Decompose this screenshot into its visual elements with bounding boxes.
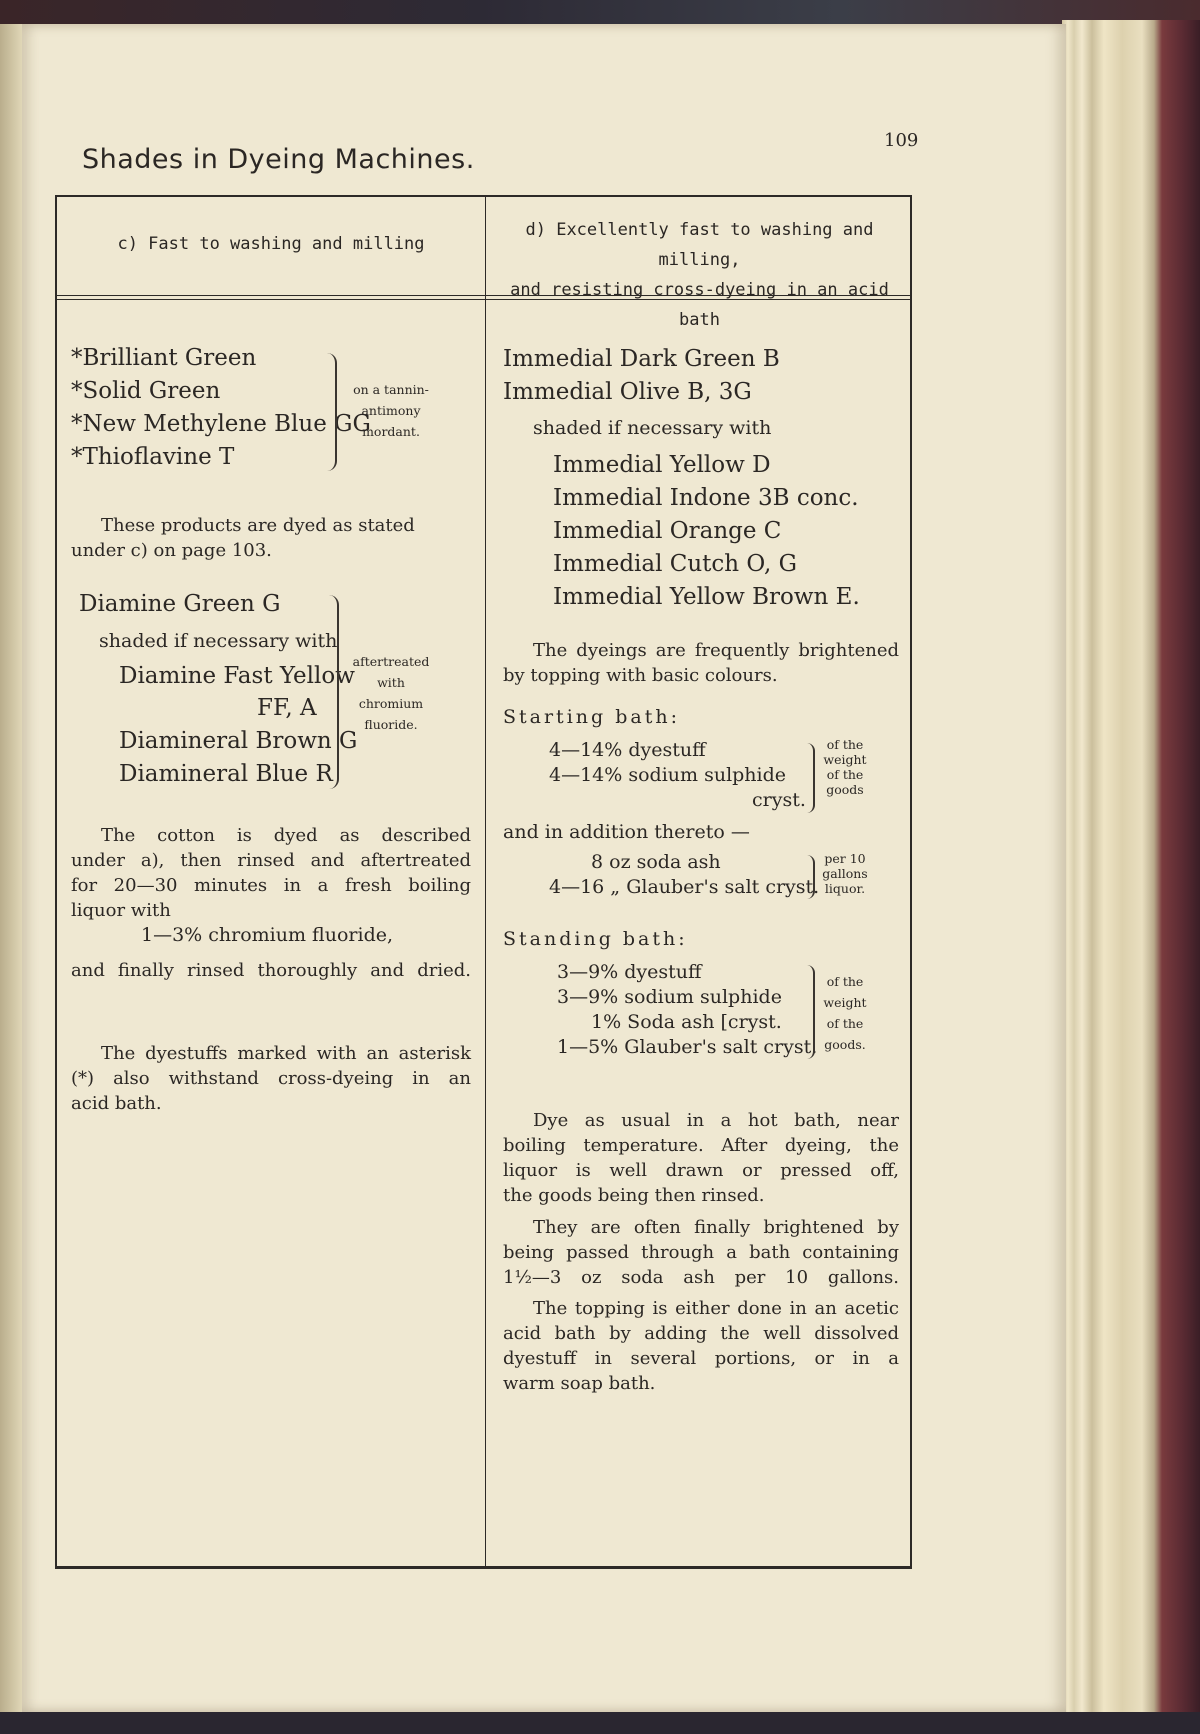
para-brightened-line2: by topping with basic colours. [503,665,778,686]
addition-soda-ash: 8 oz soda ash [591,851,721,873]
dye-diamineral-brown: Diamineral Brown G [119,728,358,754]
finally-rinsed: and finally rinsed thoroughly and dried. [71,960,471,981]
starting-bath-heading: Starting bath: [503,706,680,728]
page-stack-edge [1062,20,1200,1720]
dye-diamine-fast-yellow: Diamine Fast Yellow [119,663,355,689]
dye-immedial-cutch: Immedial Cutch O, G [553,551,797,577]
dye-new-methylene-blue: *New Methylene Blue GG [71,411,371,437]
start-note [815,737,875,797]
book-page [22,24,1066,1712]
addition-line: and in addition thereto — [503,821,750,843]
standing-note-line1: of the [826,974,864,989]
column-header-d [487,215,912,335]
dye-immedial-indone: Immedial Indone 3B conc. [553,485,859,511]
left-page-edge [0,24,22,1714]
start-item-cryst: cryst. [752,789,806,811]
dye-table [55,195,912,1569]
dye-immedial-olive: Immedial Olive B, 3G [503,379,752,405]
column-divider [485,197,486,1566]
addition-glaubers-salt: 4—16 „ Glauber's salt cryst. [549,876,820,898]
para-topping-line1: The topping is either done in an acetic [533,1298,899,1319]
group1-note [345,379,437,442]
para-cotton-dyed [71,823,471,923]
para-dye-as-usual [503,1108,899,1208]
dye-diamine-green: Diamine Green G [79,591,281,617]
para-bright-line1: They are often finally brightened by [533,1217,899,1238]
para-asterisk-line3: acid bath. [71,1093,162,1114]
dye-solid-green: *Solid Green [71,378,221,404]
group1-note-line2: antimony [361,403,421,418]
shaded-note-left: shaded if necessary with [99,630,338,652]
para-cotton-line1: The cotton is dyed as described [101,825,471,846]
start-note-line4: goods [826,782,864,797]
dye-thioflavine: *Thioflavine T [71,444,235,470]
group1-note-line1: on a tannin- [353,382,429,397]
para-asterisk-note [71,1041,471,1116]
para-asterisk-line1: The dyestuffs marked with an asterisk [101,1043,471,1064]
start-note-line1: of the [826,737,864,752]
brace-group1 [325,353,337,471]
dye-immedial-yellow-d: Immedial Yellow D [553,452,771,478]
group2-note-line4: fluoride. [364,717,418,732]
column-header-d-line2: and resisting cross-dyeing in an acid bath [510,280,889,330]
start-note-line3: of the [826,767,864,782]
para-finally-brightened [503,1215,899,1290]
addition-note-line1: per 10 [824,851,866,866]
standing-note [815,971,875,1055]
standing-item-glaubers-salt: 1—5% Glauber's salt cryst. [557,1036,818,1058]
para-topping [503,1296,899,1396]
brace-group2 [327,595,339,789]
shaded-note-right: shaded if necessary with [533,417,772,439]
para-bright-line3: 1½—3 oz soda ash per 10 gallons. [503,1267,899,1288]
standing-note-line2: weight [823,995,867,1010]
brace-standing-bath [807,965,815,1059]
para-dye-line3: liquor is well drawn or pressed off, [503,1160,899,1181]
standing-bath-heading: Standing bath: [503,928,688,950]
column-header-c: c) Fast to washing and milling [117,234,425,254]
para-topping-line4: warm soap bath. [503,1373,656,1394]
group2-note [345,651,437,735]
dye-brilliant-green: *Brilliant Green [71,345,257,371]
addition-note-line3: liquor. [824,881,866,896]
running-head: Shades in Dyeing Machines. [82,144,475,175]
brace-starting-bath [807,743,815,813]
standing-note-line4: goods. [824,1037,866,1052]
para-cotton-line2: under a), then rinsed and aftertreated [71,850,471,871]
para-dye-line1: Dye as usual in a hot bath, near [533,1110,899,1131]
para-dye-line4: the goods being then rinsed. [503,1185,765,1206]
dye-ff-a: FF, A [257,695,317,721]
group1-note-line3: mordant. [362,424,420,439]
group2-note-line1: aftertreated [352,654,430,669]
start-item-dyestuff: 4—14% dyestuff [549,739,706,761]
para-cotton-line3: for 20—30 minutes in a fresh boiling [71,875,471,896]
chromium-fluoride-line: 1—3% chromium fluoride, [141,924,394,946]
dye-diamineral-blue: Diamineral Blue R [119,761,333,787]
dye-immedial-dark-green: Immedial Dark Green B [503,346,780,372]
para-asterisk-line2: (*) also withstand cross-dyeing in an [71,1068,471,1089]
addition-note [815,851,875,896]
para-these-products [71,513,471,563]
standing-note-line3: of the [826,1016,864,1031]
para-brightened-line1: The dyeings are frequently brightened [533,640,899,661]
para-these-products-line2: under c) on page 103. [71,540,272,561]
para-topping-line2: acid bath by adding the well dissolved [503,1323,899,1344]
group2-note-line2: with [377,675,405,690]
standing-item-dyestuff: 3—9% dyestuff [557,961,702,983]
para-topping-line3: dyestuff in several portions, or in a [503,1348,899,1369]
start-item-sodium-sulphide: 4—14% sodium sulphide [549,764,787,786]
start-note-line2: weight [823,752,867,767]
para-these-products-line1: These products are dyed as stated [101,515,415,536]
book-cover-top [0,0,1200,26]
brace-addition [807,855,815,899]
para-cotton-line4: liquor with [71,900,171,921]
para-brightened [503,638,899,688]
para-bright-line2: being passed through a bath containing [503,1242,899,1263]
standing-item-sodium-sulphide: 3—9% sodium sulphide [557,986,782,1008]
dye-immedial-yellow-brown: Immedial Yellow Brown E. [553,584,860,610]
column-header-d-line1: d) Excellently fast to washing and milling, [525,220,874,270]
para-dye-line2: boiling temperature. After dyeing, the [503,1135,899,1156]
standing-item-soda-ash: 1% Soda ash [cryst. [591,1011,782,1033]
book-cover-bottom [0,1712,1200,1734]
page-number: 109 [884,130,919,151]
dye-immedial-orange: Immedial Orange C [553,518,782,544]
group2-note-line3: chromium [358,696,424,711]
addition-note-line2: gallons [822,866,868,881]
